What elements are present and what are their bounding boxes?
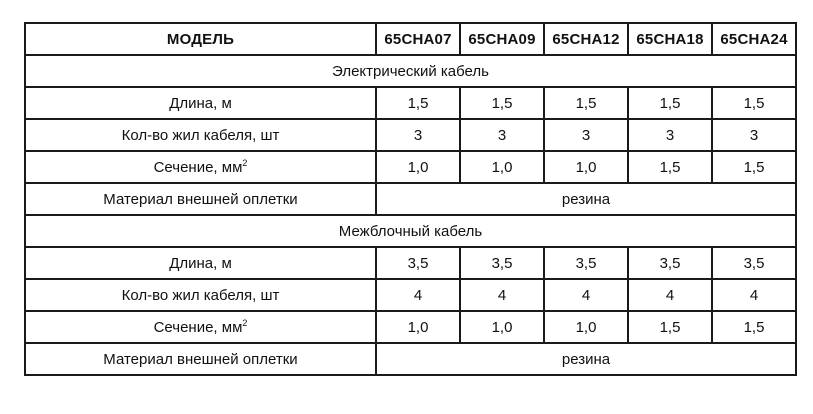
table-row	[25, 247, 796, 279]
table-cell: 4	[712, 279, 796, 311]
row-label: Материал внешней оплетки	[25, 183, 376, 215]
merged-value-cell: резина	[376, 343, 796, 375]
table-cell: 3,5	[712, 247, 796, 279]
table-cell: 3	[460, 119, 544, 151]
unit-superscript: 2	[242, 317, 248, 328]
row-label: Материал внешней оплетки	[25, 343, 376, 375]
table-cell: 1,5	[628, 311, 712, 343]
table-cell: 3	[544, 119, 628, 151]
row-label: Длина, м	[25, 87, 376, 119]
table-cell: 3,5	[544, 247, 628, 279]
table-cell: 1,5	[712, 87, 796, 119]
model-name: 65CHA18	[628, 23, 712, 55]
table-cell: 1,5	[712, 311, 796, 343]
table-cell: 1,5	[460, 87, 544, 119]
table-cell: 1,5	[544, 87, 628, 119]
table-cell: 1,0	[376, 151, 460, 183]
table-cell: 1,5	[712, 151, 796, 183]
table-cell: 1,5	[628, 151, 712, 183]
table-cell: 3	[628, 119, 712, 151]
section-title-row	[25, 55, 796, 87]
row-label-text: Сечение, мм	[153, 318, 243, 336]
table-row	[25, 343, 796, 375]
table-cell: 1,0	[544, 311, 628, 343]
model-name: 65CHA07	[376, 23, 460, 55]
row-label: Длина, м	[25, 247, 376, 279]
section-title: Электрический кабель	[25, 55, 796, 87]
table-cell: 3,5	[460, 247, 544, 279]
table-cell: 4	[376, 279, 460, 311]
row-label-text: Сечение, мм	[153, 158, 243, 176]
table-cell: 1,5	[376, 87, 460, 119]
table-row	[25, 151, 796, 183]
table-cell: 4	[628, 279, 712, 311]
row-label: Кол-во жил кабеля, шт	[25, 119, 376, 151]
model-header: МОДЕЛЬ	[25, 23, 376, 55]
table-cell: 3	[376, 119, 460, 151]
row-label	[25, 151, 376, 183]
table-row	[25, 87, 796, 119]
table-row	[25, 183, 796, 215]
table-cell: 1,5	[628, 87, 712, 119]
model-name: 65CHA24	[712, 23, 796, 55]
header-row	[25, 23, 796, 55]
table-cell: 1,0	[460, 151, 544, 183]
table-row	[25, 119, 796, 151]
table-cell: 1,0	[460, 311, 544, 343]
table-cell: 3,5	[376, 247, 460, 279]
model-name: 65CHA12	[544, 23, 628, 55]
table-cell: 3	[712, 119, 796, 151]
section-title: Межблочный кабель	[25, 215, 796, 247]
unit-superscript: 2	[242, 157, 248, 168]
table-row	[25, 311, 796, 343]
table-cell: 1,0	[544, 151, 628, 183]
table-row	[25, 279, 796, 311]
table-cell: 4	[544, 279, 628, 311]
row-label: Кол-во жил кабеля, шт	[25, 279, 376, 311]
cable-spec-table	[24, 22, 797, 376]
table-cell: 4	[460, 279, 544, 311]
row-label	[25, 311, 376, 343]
section-title-row	[25, 215, 796, 247]
table-cell: 1,0	[376, 311, 460, 343]
table-cell: 3,5	[628, 247, 712, 279]
model-name: 65CHA09	[460, 23, 544, 55]
merged-value-cell: резина	[376, 183, 796, 215]
